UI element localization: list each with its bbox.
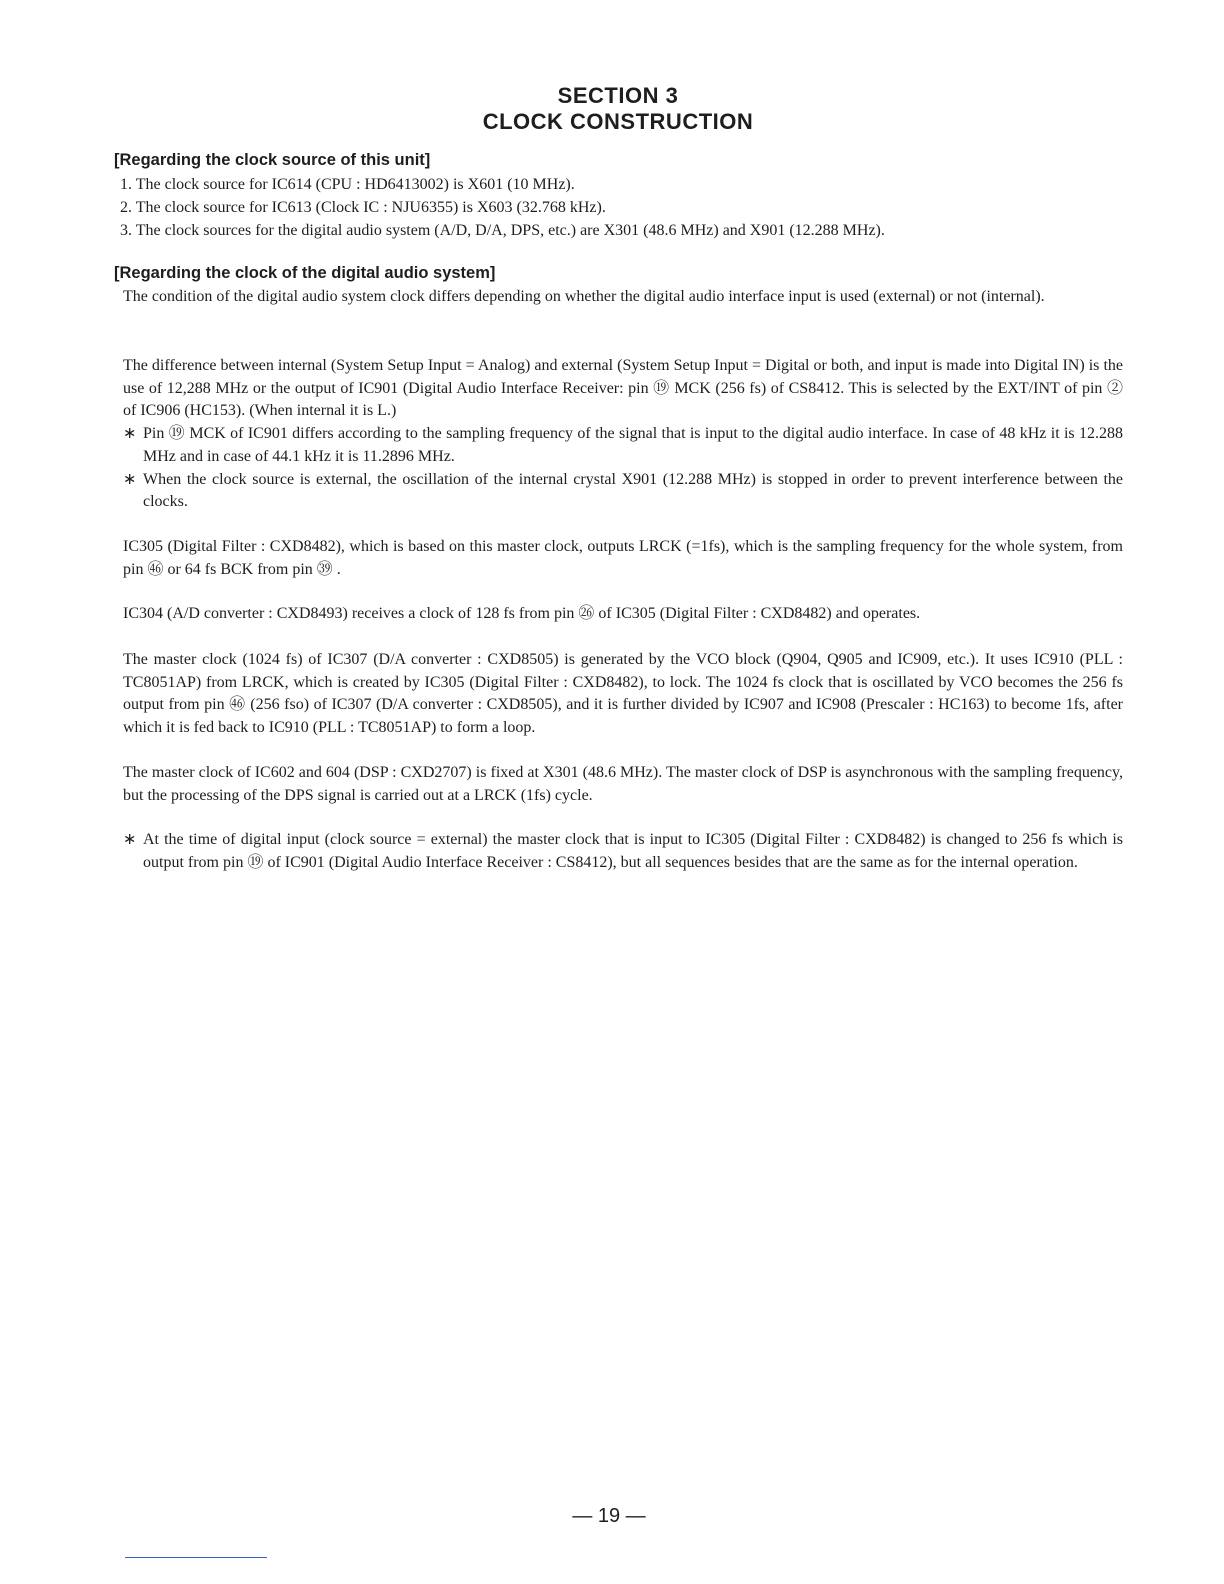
section-number: SECTION 3 — [557, 83, 679, 108]
digital-audio-heading: [Regarding the clock of the digital audio system] — [114, 264, 496, 282]
note-pin19-text: Pin ⑲ MCK of IC901 differs according to the sampling frequency of the signal that is input to the digital audio interface. In case of 48 kHz it is 12.288 MHz and in case of 44.1 kHz it is 11.2896 MHz. — [143, 425, 1123, 465]
difference-text: The difference between internal (System Setup Input = Analog) and external (System Setup Input = Digital or both, and input is made into Digital IN) is the use of 12,288 MHz or the output of IC901 (Digital Audio Interface Receiver: pin ⑲ MCK (256 fs) of CS8412. This is selected by the EXT/INT of pin ② of IC906 (HC153). (When internal it is L.) — [123, 357, 1123, 420]
note-mark: ∗ — [123, 470, 137, 488]
note-pin19 — [123, 423, 1123, 468]
note-mark: ∗ — [123, 425, 137, 443]
intro-paragraph — [123, 286, 1123, 309]
ic304-text: IC304 (A/D converter : CXD8493) receives a clock of 128 fs from pin ㉖ of IC305 (Digital Filter : CXD8482) and operates. — [123, 605, 921, 622]
page-number: — 19 — — [572, 1505, 646, 1527]
difference-paragraph — [123, 355, 1123, 514]
ic304-paragraph — [123, 603, 1123, 626]
note-external-text: When the clock source is external, the oscillation of the internal crystal X901 (12.288 MHz) is stopped in order to prevent interference between the clocks. — [143, 470, 1123, 511]
ic305-paragraph — [123, 536, 1123, 581]
clock-source-list — [120, 173, 885, 242]
master-clock-paragraph — [123, 649, 1123, 740]
master-clock-text: The master clock (1024 fs) of IC307 (D/A converter : CXD8505) is generated by the VCO block (Q904, Q905 and IC909, etc.). It uses IC910 (PLL : TC8051AP) from LRCK, which is created by IC305 (Digital Filter : CXD8482), to lock. The 1024 fs clock that is oscillated by VCO becomes the 256 fs output from pin ㊻ (256 fso) of IC307 (D/A converter : CXD8505), and it is further divided by IC907 and IC908 (Prescaler : HC163) to become 1fs, after which it is fed back to IC910 (PLL : TC8051AP) to form a loop. — [123, 651, 1123, 737]
ic305-text: IC305 (Digital Filter : CXD8482), which is based on this master clock, outputs LRCK (=1fs), which is the sampling frequency for the whole system, from pin ㊻ or 64 fs BCK from pin ㊴ . — [123, 538, 1123, 578]
dsp-paragraph — [123, 762, 1123, 807]
section-title: CLOCK CONSTRUCTION — [482, 109, 754, 134]
dsp-text: The master clock of IC602 and 604 (DSP : CXD2707) is fixed at X301 (48.6 MHz). The master clock of DSP is asynchronous with the sampling frequency, but the processing of the DPS signal is carried out at a LRCK (1fs) cycle. — [123, 764, 1123, 804]
note-digital-input — [123, 829, 1123, 874]
note-mark: ∗ — [123, 831, 137, 848]
digital-input-note — [123, 829, 1123, 874]
list-item: 3. The clock sources for the digital audio system (A/D, D/A, DPS, etc.) are X301 (48.6 MHz) and X901 (12.288 MHz). — [120, 222, 885, 239]
list-item: 2. The clock source for IC613 (Clock IC : NJU6355) is X603 (32.768 kHz). — [120, 199, 606, 216]
intro-text: The condition of the digital audio system clock differs depending on whether the digital audio interface input is used (external) or not (internal). — [123, 288, 1045, 305]
clock-source-heading: [Regarding the clock source of this unit] — [114, 151, 431, 169]
note-external — [123, 469, 1123, 514]
note-digital-input-text: At the time of digital input (clock source = external) the master clock that is input to IC305 (Digital Filter : CXD8482) is changed to 256 fs which is output from pin ⑲ of IC901 (Digital Audio Interface Receiver : CS8412), but all sequences besides that are the same as for the internal operation. — [143, 831, 1123, 871]
footer-rule — [125, 1557, 267, 1558]
list-item: 1. The clock source for IC614 (CPU : HD6413002) is X601 (10 MHz). — [120, 176, 575, 193]
